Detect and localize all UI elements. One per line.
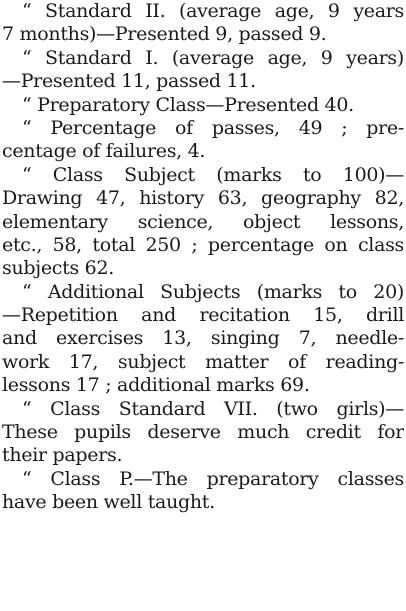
paragraph-class-subject	[2, 164, 404, 281]
paragraph-percentage	[2, 117, 404, 164]
paragraph-additional-subjects	[2, 281, 404, 398]
paragraph-class-standard-7	[2, 398, 404, 468]
text-line: “ Preparatory Class—Presented 40.	[22, 93, 354, 116]
text-line: lessons 17 ; additional marks 69.	[2, 374, 310, 397]
text-line: Drawing 47, history 63, geography 82,	[2, 187, 404, 210]
text-line: “ Additional Subjects (marks to 20)	[22, 280, 404, 303]
text-line: These pupils deserve much credit for	[2, 421, 404, 444]
text-line: “ Class Subject (marks to 100)—	[22, 163, 404, 186]
text-line: etc., 58, total 250 ; percentage on class	[2, 233, 404, 256]
text-line: work 17, subject matter of reading-	[2, 350, 404, 373]
text-line: “ Class P.—The preparatory classes	[22, 467, 404, 490]
text-line: “ Class Standard VII. (two girls)—	[22, 397, 404, 420]
paragraph-preparatory-class	[2, 94, 404, 117]
text-line: centage of failures, 4.	[2, 140, 206, 163]
text-line: and exercises 13, singing 7, needle-	[2, 327, 404, 350]
text-line: elementary science, object lessons,	[2, 210, 404, 233]
text-line: —Repetition and recitation 15, drill	[2, 304, 404, 327]
text-line: “ Standard I. (average age, 9 years)	[22, 46, 404, 69]
text-line: —Presented 11, passed 11.	[2, 70, 256, 93]
paragraph-standard-2	[2, 0, 404, 47]
text-line: 7 months)—Presented 9, passed 9.	[2, 23, 327, 46]
text-line: “ Percentage of passes, 49 ; pre-	[22, 116, 404, 139]
text-line: have been well taught.	[2, 491, 215, 514]
text-line: subjects 62.	[2, 257, 114, 280]
text-line: “ Standard II. (average age, 9 years	[22, 0, 404, 22]
text-line: their papers.	[2, 444, 123, 467]
paragraph-standard-1	[2, 47, 404, 94]
paragraph-class-p	[2, 468, 404, 515]
